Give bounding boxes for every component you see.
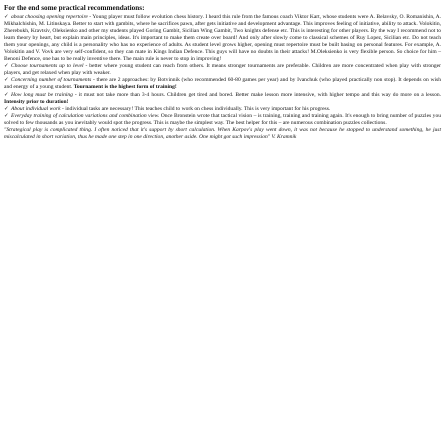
item-text: - Young player must follow evolution chess history. I heard this rule from the famous coach Viktor Kart, whose students were A. Belavsky, O. Romanishin, A. Mikhalchishin, M. Litinskaya. Better to start with gambits, where he sacrifices pawn, after gets initiative and development advantage. This improves feeling of initiative, ability to attack. Volokitin, Zherebukh, Kravtsiv, Oleksienko and other my students played Goring Gambit, Sicilian Wing Gambit, Two knights defense etc. This is interesting for other players. By the way I recommend not to learn theory by heart, but explain main principles, ideas. It's important to make them create over board! And only after slowly come to classical schemes of Ruy Lopez, Sicilian etc. Do not teach them your openings, any child is a personality who has no experience of adults. As student level grows higher, opening must repertoire must be built basing on personal features. For example, A. Volokitin and V. Vovk are very self-confident, so they can mate in Kings Indian Defence. This guys will have no doubts in their attacks! M.Oleksienko is very flexible person. So choice for him – Benoni Defence, one has to be really inventive there. The main rule is never to stop in improving!	[4, 14, 441, 63]
recommendation-item-number	[4, 77, 441, 91]
item-lead: Choose tournaments up to level	[11, 63, 84, 70]
item-text: - it must not take more than 3-4 hours. Children get tired and bored. Better make lesson more intensive, with higher tempo and this way do more on a lesson.	[72, 91, 442, 98]
checkmark-icon: ✓	[4, 112, 9, 119]
checkmark-icon: ✓	[4, 77, 9, 84]
checkmark-icon: ✓	[4, 14, 9, 20]
item-text: Once Bronstein wrote that tactical vision – is training, training and training again. It's enough to bring number of puzzles you solved to few thousands as you inevitably would spot the progress. This is maybe the simplest way. The best helper for this – are numerous combination puzzles collections.	[4, 112, 442, 126]
checkmark-icon: ✓	[4, 91, 9, 98]
checkmark-icon: ✓	[4, 63, 9, 70]
item-lead: Concerning number of tournaments	[11, 77, 92, 84]
item-lead: About individual work	[11, 105, 61, 112]
item-text: - there are 2 approaches: by Botvinnik (who recommended 60-80 games per year) and by Ivanchuk (who played practically non stop). It depends on wish and energy of a young student.	[4, 77, 441, 91]
kramnik-quote: "Strategical play is complicated thing. I often noticed that it's support by short calculation. When Karpov's play went down, it was not because he stopped to understand something, he just miscalculated in short variation, thus he made one step in one direction, another aside. One might got such impression" V. Kramnik	[4, 126, 441, 140]
recommendation-item-calculation	[4, 113, 441, 127]
item-lead: How long must be training	[11, 91, 73, 98]
recommendation-item-individual	[4, 106, 441, 113]
recommendation-item-duration	[4, 92, 441, 106]
item-emphasis: Intensity prior to duration!	[4, 98, 69, 105]
recommendation-item-tournaments	[4, 63, 441, 77]
checkmark-icon: ✓	[4, 105, 9, 112]
item-text: - individual tasks are necessary! This teaches child to work on chess individually. This is very important for his progress.	[60, 105, 331, 112]
recommendation-item-opening	[4, 14, 441, 63]
item-lead: about choosing opening repertoire	[11, 14, 88, 20]
recommendations-heading: For the end some practical recommendations:	[4, 4, 145, 12]
item-emphasis: Tournament is the highest form of training!	[73, 84, 177, 91]
item-text: - better where young student can reach from others. It means stronger tournaments are preferable. Children are more concentrated when play with stronger players, and get relaxed when play with weaker.	[4, 63, 441, 77]
item-lead: Everyday training of calculation variations and combination view.	[11, 112, 160, 119]
